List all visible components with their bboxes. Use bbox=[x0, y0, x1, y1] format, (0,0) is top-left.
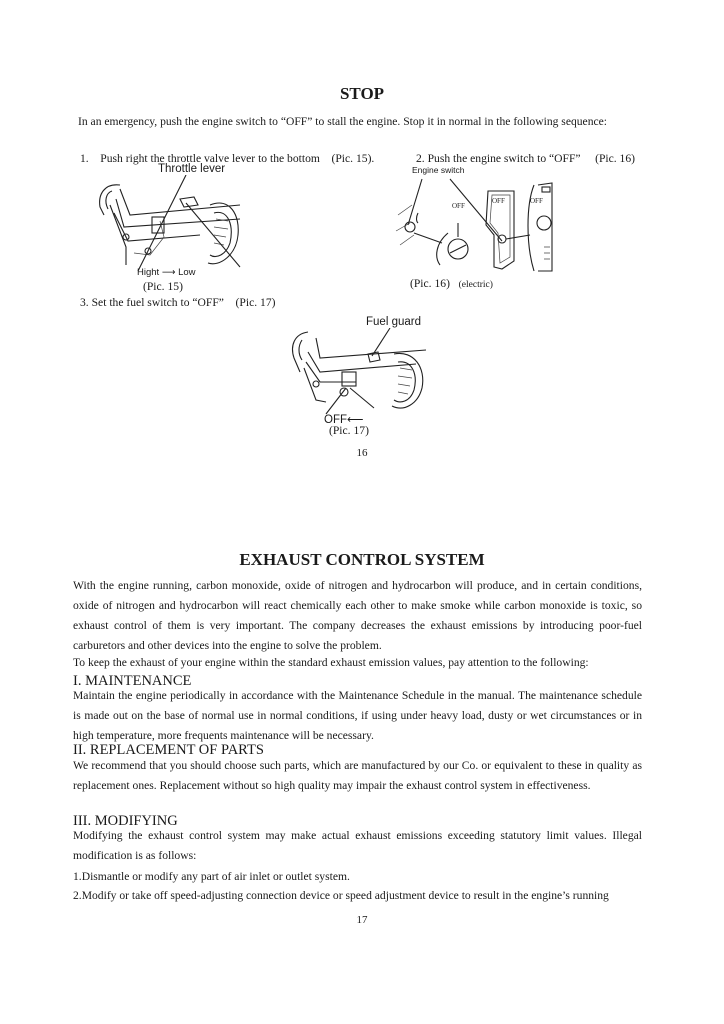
curved-arrow-icon: ⟵ bbox=[347, 414, 364, 426]
step-text: Push the engine switch to “OFF” bbox=[427, 152, 581, 165]
arrow-label-low: Low bbox=[178, 267, 196, 278]
off-label-right: OFF bbox=[530, 197, 543, 205]
section-heading-maintenance: I. MAINTENANCE bbox=[73, 673, 192, 689]
step-number: 1. bbox=[80, 152, 89, 165]
exhaust-intro: With the engine running, carbon monoxide, oxide of nitrogen and hydrocarbon will produce, and in certain conditions, oxide of nitrogen and hydrocarbon will react chemically each other to make smoke while carbon monoxide is toxic, so exhaust control of them is very important. The company decreases the exhaust emissions by introducing poor-fuel carburetors and other devices into the engine to solve the problem. bbox=[73, 579, 642, 652]
page-title-stop: STOP bbox=[339, 84, 385, 103]
step-ref: (Pic. 17) bbox=[235, 296, 276, 309]
section-heading-modifying: III. MODIFYING bbox=[73, 813, 178, 829]
page-number-16: 16 bbox=[356, 447, 368, 459]
section-heading-replacement: II. REPLACEMENT OF PARTS bbox=[73, 742, 264, 758]
step-text: Push right the throttle valve lever to the bottom bbox=[100, 152, 320, 165]
stop-intro: In an emergency, push the engine switch to “OFF” to stall the engine. Stop it in normal in the following sequence: bbox=[78, 115, 608, 128]
page-number-17: 17 bbox=[356, 914, 368, 926]
off-label-mid: OFF bbox=[492, 197, 505, 205]
page-title-exhaust: EXHAUST CONTROL SYSTEM bbox=[239, 550, 485, 569]
modifying-item-1: 1.Dismantle or modify any part of air inlet or outlet system. bbox=[73, 870, 350, 883]
step-text: Set the fuel switch to “OFF” bbox=[91, 296, 224, 309]
engine-switch-label: Engine switch bbox=[412, 165, 465, 175]
step-number: 3. bbox=[80, 296, 89, 309]
engine-switch-illustration-icon bbox=[392, 175, 562, 275]
caption-pic15: (Pic. 15) bbox=[143, 280, 183, 293]
throttle-lever-label: Throttle lever bbox=[158, 163, 226, 175]
step-ref: (Pic. 16) bbox=[595, 152, 636, 165]
section-body-replacement: We recommend that you should choose such parts, which are manufactured by our Co. or equivalent to these in quality as replacement ones. Replacement without so high quality may impair the exhaust control system in effectiveness. bbox=[73, 759, 642, 792]
throttle-direction bbox=[137, 267, 196, 278]
section-body-modifying: Modifying the exhaust control system may make actual exhaust emissions exceeding statutory limit values. Illegal modification is as follows: bbox=[73, 829, 642, 862]
fuel-guard-illustration-icon bbox=[286, 328, 436, 418]
modifying-item-2: 2.Modify or take off speed-adjusting connection device or speed adjustment device to result in the engine’s running bbox=[73, 889, 609, 902]
curved-arrow-icon: ⟶ bbox=[161, 267, 176, 278]
step-2 bbox=[416, 152, 635, 165]
arrow-label-high: Hight bbox=[137, 267, 160, 278]
exhaust-instruction: To keep the exhaust of your engine within the standard exhaust emission values, pay attention to the following: bbox=[73, 656, 589, 669]
step-ref: (Pic. 15). bbox=[331, 152, 375, 165]
caption-text: (Pic. 16) bbox=[410, 277, 450, 290]
figure-pic15 bbox=[90, 163, 270, 281]
off-label-left: OFF bbox=[452, 202, 465, 210]
caption-pic17: (Pic. 17) bbox=[329, 424, 369, 437]
caption-pic16 bbox=[410, 277, 493, 290]
section-body-maintenance: Maintain the engine periodically in accordance with the Maintenance Schedule in the manual. The maintenance schedule is made out on the base of normal use in normal conditions, if using under heavy load, dusty or wet circumstances or in high temperature, more frequents maintenance will be necessary. bbox=[73, 689, 642, 742]
step-number: 2. bbox=[416, 152, 425, 165]
caption-note: (electric) bbox=[458, 280, 493, 290]
throttle-lever-illustration-icon bbox=[90, 175, 270, 281]
off-label: OFF bbox=[324, 414, 347, 426]
step-3 bbox=[80, 296, 275, 309]
figure-pic17 bbox=[286, 316, 436, 426]
figure-pic16 bbox=[392, 165, 562, 275]
fuel-guard-label: Fuel guard bbox=[366, 316, 421, 328]
